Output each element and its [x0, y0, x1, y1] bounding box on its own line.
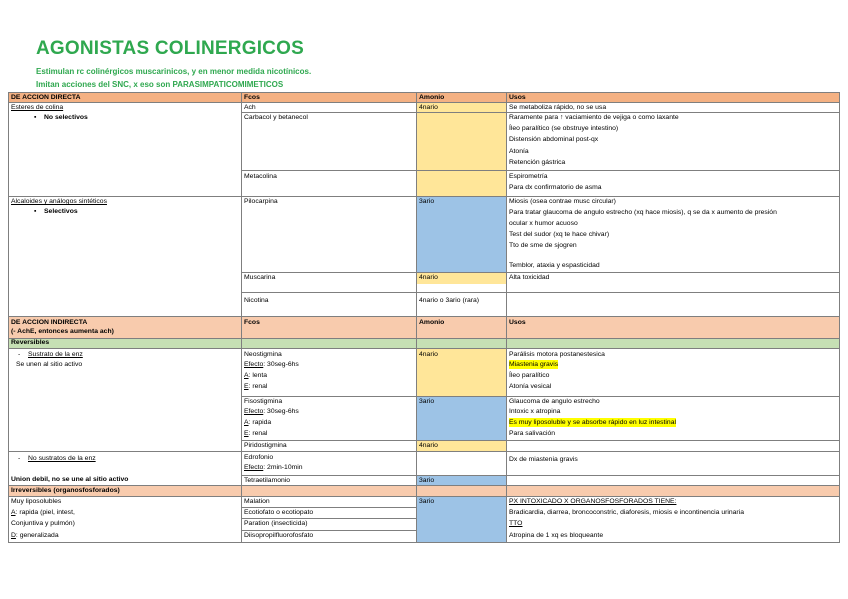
metacolina-uso-0: Espirometría	[509, 173, 548, 180]
edrofonio-name: Edrofonio	[244, 454, 274, 461]
indirecta-amonio: Amonio	[419, 319, 445, 326]
tetraetilamonio-name: Tetraetilamonio	[244, 477, 291, 484]
paration-uso: TTO	[509, 520, 523, 527]
irreversibles-row	[8, 485, 840, 496]
fisostigmina-a: A: rapida	[244, 419, 272, 426]
pilocarpina-uso-3: Test del sudor (xq te hace chivar)	[509, 231, 610, 238]
edrofonio-efecto: Efecto: 2min-10min	[244, 464, 303, 471]
ecotiofato-name: Ecotiofato o ecotiopato	[244, 509, 314, 516]
fisostigmina-efecto: Efecto: 30seg-6hs	[244, 408, 299, 415]
paration-name: Paration (insecticida)	[244, 520, 308, 527]
pilocarpina-uso-4: Tto de sme de sjogren	[509, 242, 577, 249]
pilocarpina-uso-1: Para tratar glaucoma de angulo estrecho (xq hace miosis), q se da x aumento de presión	[509, 209, 777, 216]
nosustratos-sub: Union debil, no se une al sitio activo	[11, 476, 129, 483]
indirecta-label-2: (- AchE, entonces aumenta ach)	[11, 328, 114, 335]
tetraetilamonio-amonio: 3ario	[419, 477, 435, 484]
sustrato-label: - Sustrato de la enz	[18, 351, 83, 358]
amonio-pilocarpina-fill	[416, 196, 506, 272]
neostigmina-uso-0: Parálisis motora postanestesica	[509, 351, 605, 358]
header-directa: DE ACCION DIRECTA	[11, 94, 81, 101]
irrev-left-4: D: generalizada	[11, 532, 59, 539]
indirecta-fcos: Fcos	[244, 319, 260, 326]
reversibles-row	[8, 338, 840, 348]
piridostigmina-name: Piridostigmina	[244, 442, 287, 449]
neostigmina-name: Neostigmina	[244, 351, 282, 358]
irrev-left-1: Muy liposolubles	[11, 498, 62, 505]
carbacol-uso-0: Raramente para ↑ vaciamiento de vejiga o como laxante	[509, 114, 679, 121]
subtitle-2: Imitan acciones del SNC, x eso son PARASIMPATICOMIMETICOS	[36, 80, 284, 89]
pilocarpina-uso-0: Miosis (osea contrae musc circular)	[509, 198, 616, 205]
dash-icon: -	[18, 351, 21, 358]
alcaloides-label: Alcaloides y análogos sintéticos	[11, 198, 107, 205]
fisostigmina-uso-2: Es muy liposoluble y se absorbe rápido en luz intestinal	[509, 419, 676, 426]
fisostigmina-e: E: renal	[244, 430, 268, 437]
fisostigmina-name: Fisostigmina	[244, 398, 283, 405]
neostigmina-uso-1: Miastenia gravis	[509, 361, 559, 368]
ach-amonio: 4nario	[419, 104, 438, 111]
header-usos: Usos	[509, 94, 526, 101]
ach-uso: Se metaboliza rápido, no se usa	[509, 104, 607, 111]
amonio-ach-fill	[416, 102, 506, 196]
irreversibles-label: Irreversibles (organosfosforados)	[11, 487, 120, 494]
edrofonio-uso: Dx de miastenia gravis	[509, 456, 578, 463]
main-table	[8, 92, 840, 545]
neostigmina-a: A: lenta	[244, 372, 268, 379]
pilocarpina-amonio: 3ario	[419, 198, 435, 205]
header-fcos: Fcos	[244, 94, 260, 101]
neostigmina-efecto: Efecto: 30seg-6hs	[244, 361, 299, 368]
bullet-icon: ▪	[34, 114, 37, 121]
carbacol-uso-4: Retención gástrica	[509, 159, 566, 166]
carbacol-uso-1: Íleo paralítico (se obstruye intestino)	[509, 125, 619, 132]
reversibles-label: Reversibles	[11, 339, 50, 346]
pilocarpina-uso-2: ocular x humor acuoso	[509, 220, 578, 227]
irrev-left-2: A: rapida (piel, intest,	[11, 509, 75, 516]
indirecta-usos: Usos	[509, 319, 526, 326]
diiso-uso: Atropina de 1 xq es bloqueante	[509, 532, 604, 539]
esteres-label: Esteres de colina	[11, 104, 64, 111]
pilocarpina-name: Pilocarpina	[244, 198, 278, 205]
piridostigmina-amonio: 4nario	[419, 442, 438, 449]
alcaloides-sub: ▪ Selectivos	[34, 208, 78, 215]
muscarina-amonio: 4nario	[419, 274, 438, 281]
indirecta-label-1: DE ACCION INDIRECTA	[11, 319, 88, 326]
metacolina-name: Metacolina	[244, 173, 277, 180]
fisostigmina-uso-0: Glaucoma de angulo estrecho	[509, 398, 600, 405]
neostigmina-uso-2: Íleo paralítico	[509, 372, 550, 379]
dash-icon: -	[18, 455, 21, 462]
muscarina-uso: Alta toxicidad	[509, 274, 550, 281]
malation-uso: PX INTOXICADO X ORGANOSFOSFORADOS TIENE:	[509, 498, 677, 505]
malation-amonio: 3ario	[419, 498, 435, 505]
fisostigmina-uso-1: Intoxic x atropina	[509, 408, 561, 415]
nosustratos-label: - No sustratos de la enz	[18, 455, 96, 462]
metacolina-uso-1: Para dx confirmatorio de asma	[509, 184, 602, 191]
header-amonio: Amonio	[419, 94, 445, 101]
diiso-name: Diisopropilfluorofosfato	[244, 532, 314, 539]
carbacol-uso-2: Distensión abdominal post-qx	[509, 136, 599, 143]
ach-name: Ach	[244, 104, 256, 111]
page-title: AGONISTAS COLINERGICOS	[36, 38, 304, 59]
ecotiofato-uso: Bradicardia, diarrea, broncoconstric, diaforesis, miosis e incontinencia urinaria	[509, 509, 744, 516]
bullet-icon: ▪	[34, 208, 37, 215]
neostigmina-uso-3: Atonía vesical	[509, 383, 552, 390]
subtitle-1: Estimulan rc colinérgicos muscarinicos, y en menor medida nicotínicos.	[36, 67, 312, 76]
nicotina-name: Nicotina	[244, 297, 269, 304]
neostigmina-e: E: renal	[244, 383, 268, 390]
fisostigmina-amonio: 3ario	[419, 398, 435, 405]
malation-name: Malation	[244, 498, 270, 505]
muscarina-name: Muscarina	[244, 274, 276, 281]
fisostigmina-uso-3: Para salivación	[509, 430, 556, 437]
irrev-left-3: Conjuntiva y pulmón)	[11, 520, 75, 527]
neostigmina-amonio: 4nario	[419, 351, 438, 358]
carbacol-name: Carbacol y betanecol	[244, 114, 308, 121]
esteres-sub: ▪ No selectivos	[34, 114, 88, 121]
pilocarpina-uso-6: Temblor, ataxia y espasticidad	[509, 262, 600, 269]
nicotina-amonio: 4nario o 3ario (rara)	[419, 297, 480, 304]
carbacol-uso-3: Atonía	[509, 148, 529, 155]
sustrato-sub: Se unen al sitio activo	[16, 361, 83, 368]
